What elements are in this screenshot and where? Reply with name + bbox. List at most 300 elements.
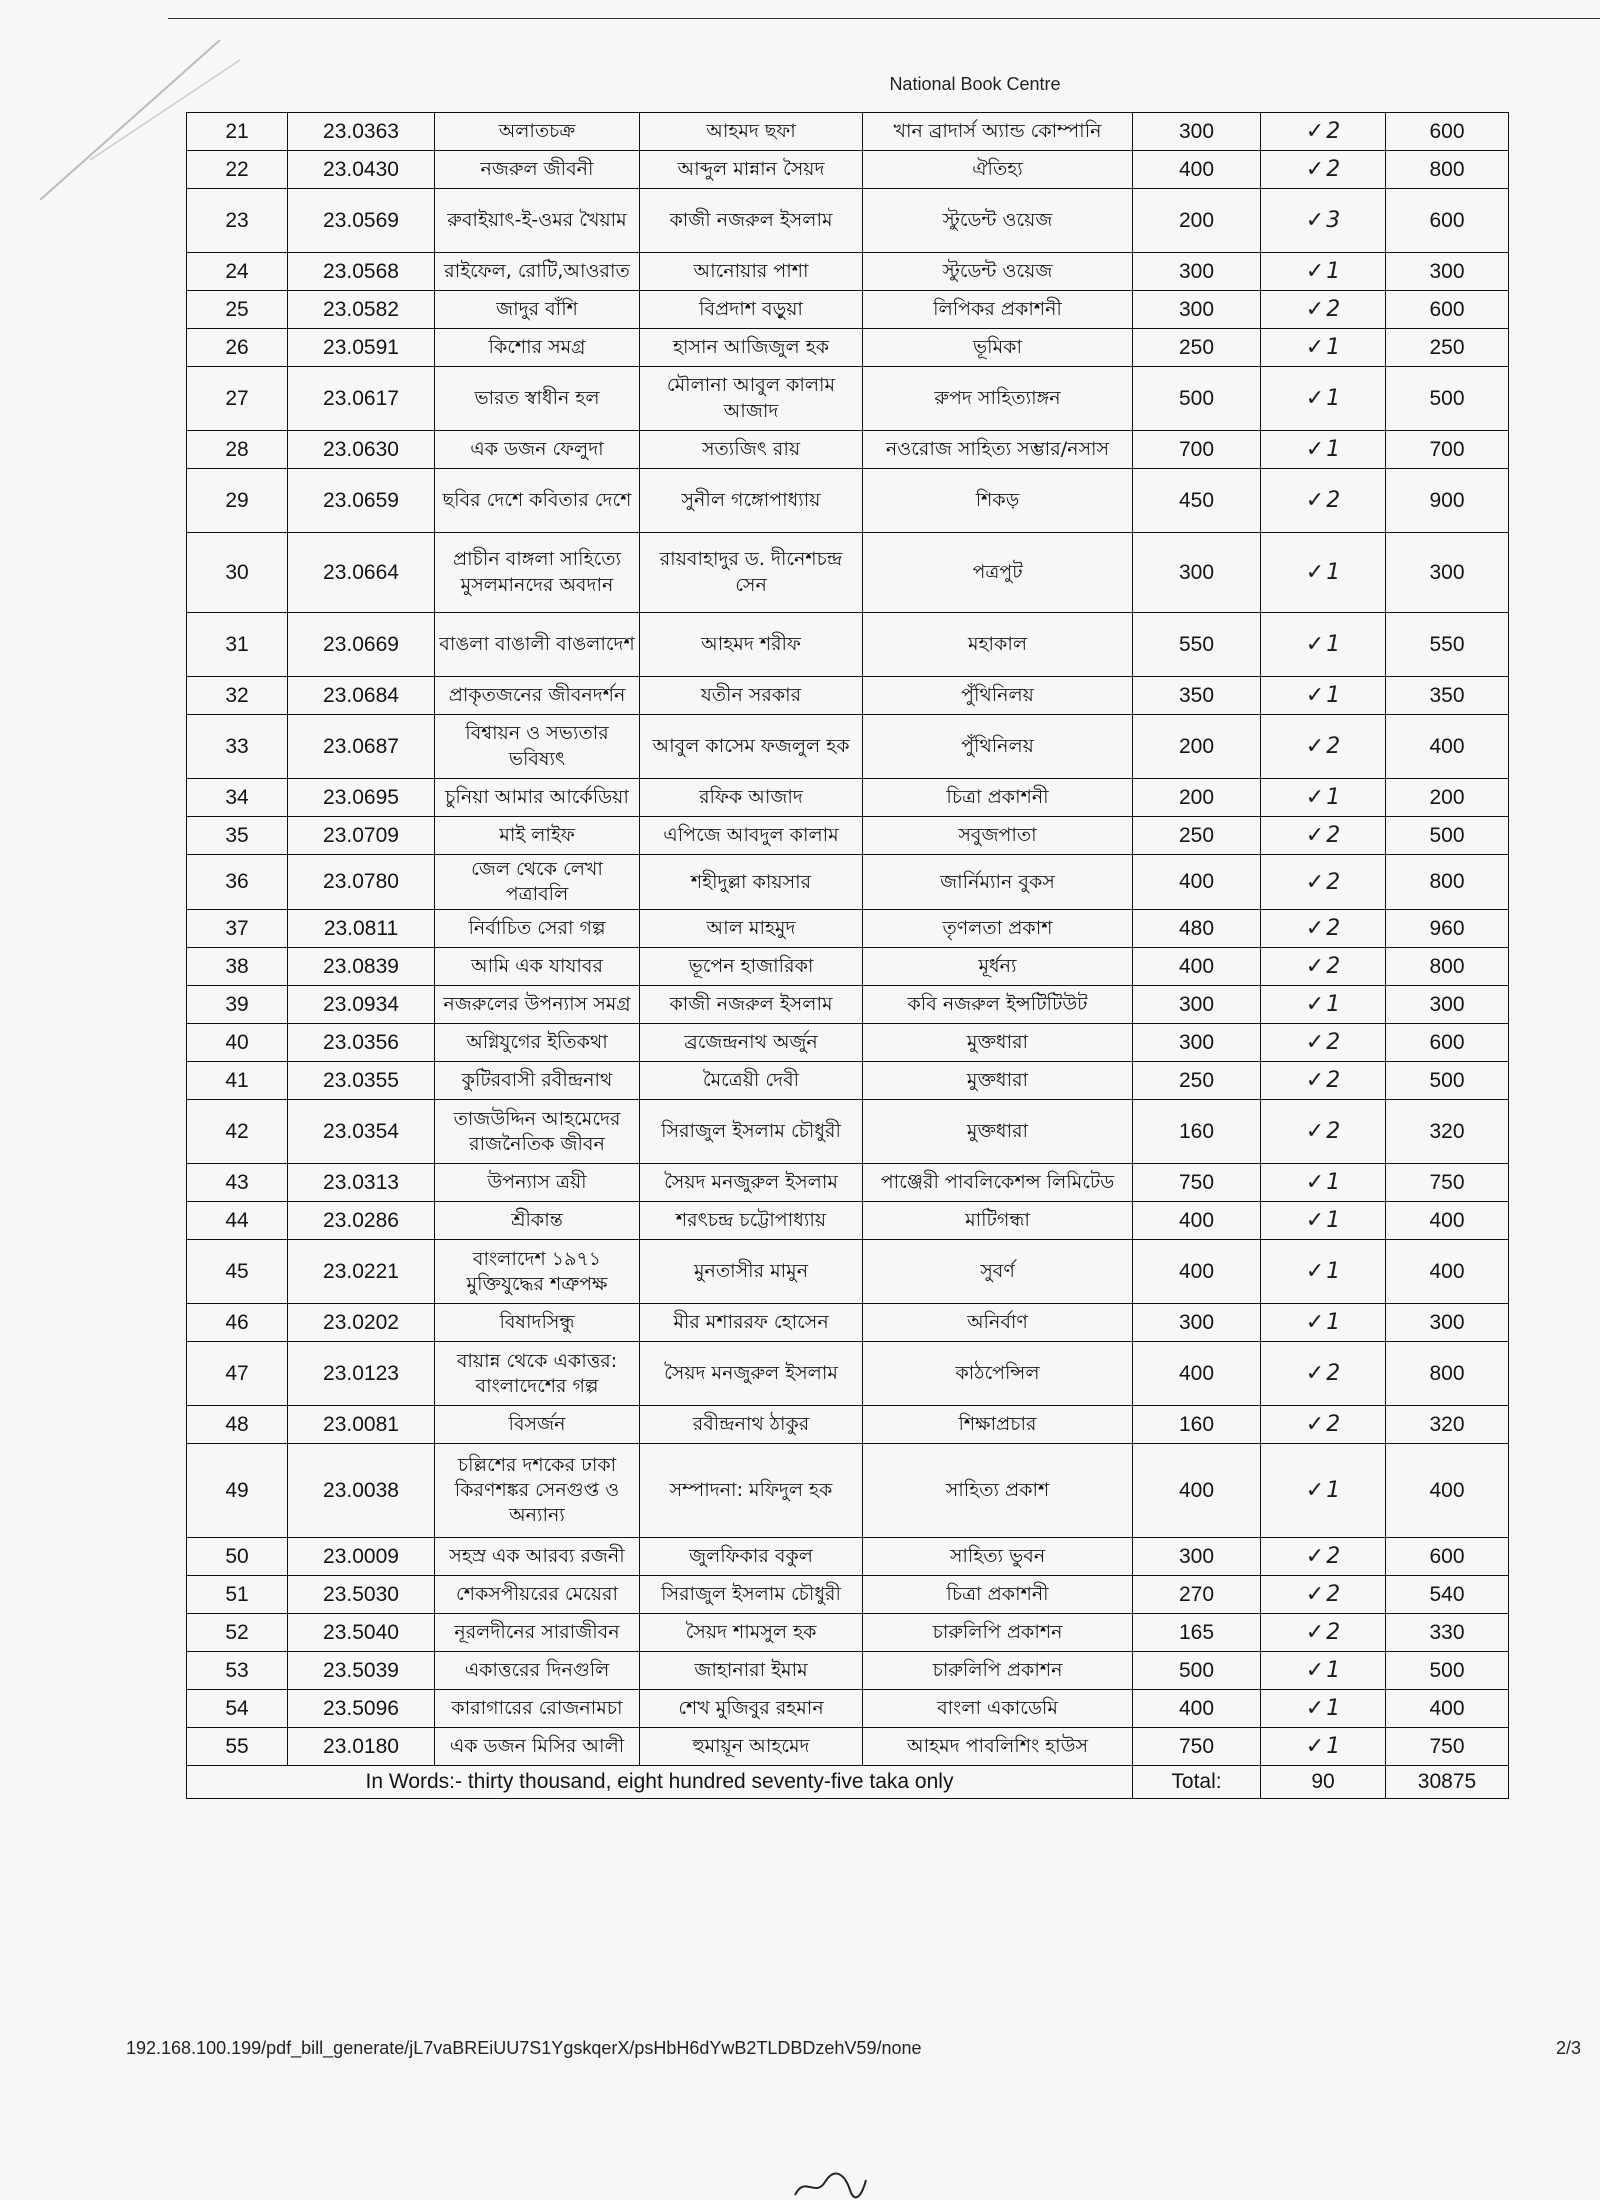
book-code: 23.0569	[288, 189, 435, 253]
table-row	[187, 533, 1509, 613]
unit-price: 160	[1133, 1100, 1261, 1164]
handwritten-quantity: ✓ 1	[1306, 1476, 1340, 1505]
unit-price: 300	[1133, 291, 1261, 329]
handwritten-quantity: ✓ 2	[1306, 295, 1340, 324]
book-author: মুনতাসীর মামুন	[640, 1240, 863, 1304]
table-row	[187, 151, 1509, 189]
table-row	[187, 677, 1509, 715]
unit-price: 750	[1133, 1164, 1261, 1202]
quantity	[1261, 855, 1386, 910]
quantity	[1261, 1240, 1386, 1304]
quantity	[1261, 1538, 1386, 1576]
book-code: 23.0355	[288, 1062, 435, 1100]
serial-number: 36	[187, 855, 288, 910]
handwritten-quantity: ✓ 2	[1306, 1542, 1340, 1571]
book-title: বায়ান্ন থেকে একাত্তর: বাংলাদেশের গল্প	[435, 1342, 640, 1406]
line-amount: 320	[1386, 1100, 1509, 1164]
serial-number: 50	[187, 1538, 288, 1576]
quantity	[1261, 910, 1386, 948]
serial-number: 35	[187, 817, 288, 855]
serial-number: 34	[187, 779, 288, 817]
table-row	[187, 189, 1509, 253]
book-author: সুনীল গঙ্গোপাধ্যায়	[640, 469, 863, 533]
serial-number: 54	[187, 1690, 288, 1728]
serial-number: 53	[187, 1652, 288, 1690]
unit-price: 300	[1133, 113, 1261, 151]
handwritten-quantity: ✓ 1	[1306, 384, 1340, 413]
book-publisher: খান ব্রাদার্স অ্যান্ড কোম্পানি	[863, 113, 1133, 151]
book-title: প্রাকৃতজনের জীবনদর্শন	[435, 677, 640, 715]
book-author: আবুল কাসেম ফজলুল হক	[640, 715, 863, 779]
quantity	[1261, 431, 1386, 469]
book-publisher: বাংলা একাডেমি	[863, 1690, 1133, 1728]
book-author: রফিক আজাদ	[640, 779, 863, 817]
book-publisher: সবুজপাতা	[863, 817, 1133, 855]
book-title: রাইফেল, রোটি,আওরাত	[435, 253, 640, 291]
book-code: 23.0354	[288, 1100, 435, 1164]
handwritten-quantity: ✓ 2	[1306, 1359, 1340, 1388]
quantity	[1261, 1652, 1386, 1690]
book-code: 23.0669	[288, 613, 435, 677]
quantity	[1261, 113, 1386, 151]
line-amount: 400	[1386, 1202, 1509, 1240]
book-author: সম্পাদনা: মফিদুল হক	[640, 1444, 863, 1538]
book-title: বিশ্বায়ন ও সভ্যতার ভবিষ্যৎ	[435, 715, 640, 779]
line-amount: 300	[1386, 253, 1509, 291]
book-title: চুনিয়া আমার আর্কেডিয়া	[435, 779, 640, 817]
line-amount: 330	[1386, 1614, 1509, 1652]
book-author: জাহানারা ইমাম	[640, 1652, 863, 1690]
handwritten-quantity: ✓ 1	[1306, 630, 1340, 659]
book-author: এপিজে আবদুল কালাম	[640, 817, 863, 855]
unit-price: 400	[1133, 1690, 1261, 1728]
book-publisher: চারুলিপি প্রকাশন	[863, 1614, 1133, 1652]
unit-price: 500	[1133, 1652, 1261, 1690]
handwritten-quantity: ✓ 2	[1306, 155, 1340, 184]
unit-price: 165	[1133, 1614, 1261, 1652]
quantity	[1261, 779, 1386, 817]
quantity	[1261, 1062, 1386, 1100]
book-code: 23.0630	[288, 431, 435, 469]
handwritten-quantity: ✓ 1	[1306, 435, 1340, 464]
unit-price: 250	[1133, 329, 1261, 367]
unit-price: 300	[1133, 1538, 1261, 1576]
unit-price: 450	[1133, 469, 1261, 533]
signature-scribble	[790, 2170, 870, 2200]
book-code: 23.0356	[288, 1024, 435, 1062]
line-amount: 600	[1386, 291, 1509, 329]
book-publisher: স্টুডেন্ট ওয়েজ	[863, 189, 1133, 253]
book-publisher: চিত্রা প্রকাশনী	[863, 779, 1133, 817]
quantity	[1261, 986, 1386, 1024]
serial-number: 46	[187, 1304, 288, 1342]
unit-price: 300	[1133, 533, 1261, 613]
book-author: কাজী নজরুল ইসলাম	[640, 189, 863, 253]
bill-body	[187, 113, 1509, 1766]
table-row	[187, 1614, 1509, 1652]
book-code: 23.0430	[288, 151, 435, 189]
quantity	[1261, 1444, 1386, 1538]
handwritten-quantity: ✓ 2	[1306, 1066, 1340, 1095]
book-title: কিশোর সমগ্র	[435, 329, 640, 367]
book-code: 23.5030	[288, 1576, 435, 1614]
bill-table	[186, 112, 1509, 1799]
handwritten-quantity: ✓ 1	[1306, 1168, 1340, 1197]
book-publisher: ঐতিহ্য	[863, 151, 1133, 189]
book-publisher: শিকড়	[863, 469, 1133, 533]
table-row	[187, 715, 1509, 779]
serial-number: 25	[187, 291, 288, 329]
book-author: সৈয়দ মনজুরুল ইসলাম	[640, 1164, 863, 1202]
quantity	[1261, 1202, 1386, 1240]
line-amount: 500	[1386, 367, 1509, 431]
table-row	[187, 1728, 1509, 1766]
table-row	[187, 1652, 1509, 1690]
line-amount: 800	[1386, 151, 1509, 189]
book-code: 23.0568	[288, 253, 435, 291]
unit-price: 300	[1133, 986, 1261, 1024]
book-author: ব্রজেন্দ্রনাথ অর্জুন	[640, 1024, 863, 1062]
book-title: এক ডজন মিসির আলী	[435, 1728, 640, 1766]
book-publisher: সাহিত্য ভুবন	[863, 1538, 1133, 1576]
book-author: যতীন সরকার	[640, 677, 863, 715]
shop-name: National Book Centre	[889, 74, 1061, 94]
book-code: 23.0202	[288, 1304, 435, 1342]
book-code: 23.5096	[288, 1690, 435, 1728]
book-author: সত্যজিৎ রায়	[640, 431, 863, 469]
book-title: নজরুলের উপন্যাস সমগ্র	[435, 986, 640, 1024]
total-row	[187, 1766, 1509, 1799]
handwritten-quantity: ✓ 1	[1306, 1656, 1340, 1685]
book-author: ভূপেন হাজারিকা	[640, 948, 863, 986]
table-row	[187, 1342, 1509, 1406]
line-amount: 400	[1386, 1690, 1509, 1728]
serial-number: 26	[187, 329, 288, 367]
serial-number: 24	[187, 253, 288, 291]
table-row	[187, 986, 1509, 1024]
book-title: চল্লিশের দশকের ঢাকা কিরণশঙ্কর সেনগুপ্ত ও অন্যান্য	[435, 1444, 640, 1538]
handwritten-quantity: ✓ 1	[1306, 1732, 1340, 1761]
table-row	[187, 1240, 1509, 1304]
book-author: হুমায়ূন আহমেদ	[640, 1728, 863, 1766]
book-publisher: পাঞ্জেরী পাবলিকেশন্স লিমিটেড	[863, 1164, 1133, 1202]
quantity	[1261, 613, 1386, 677]
unit-price: 400	[1133, 1240, 1261, 1304]
book-code: 23.0695	[288, 779, 435, 817]
book-publisher: আহমদ পাবলিশিং হাউস	[863, 1728, 1133, 1766]
quantity	[1261, 291, 1386, 329]
handwritten-quantity: ✓ 1	[1306, 783, 1340, 812]
handwritten-quantity: ✓ 1	[1306, 681, 1340, 710]
quantity	[1261, 1728, 1386, 1766]
book-publisher: মুক্তধারা	[863, 1100, 1133, 1164]
handwritten-quantity: ✓ 2	[1306, 1028, 1340, 1057]
handwritten-quantity: ✓ 2	[1306, 486, 1340, 515]
quantity	[1261, 1100, 1386, 1164]
unit-price: 400	[1133, 948, 1261, 986]
book-title: শ্রীকান্ত	[435, 1202, 640, 1240]
book-code: 23.0313	[288, 1164, 435, 1202]
table-row	[187, 1444, 1509, 1538]
line-amount: 960	[1386, 910, 1509, 948]
quantity	[1261, 1690, 1386, 1728]
book-publisher: স্টুডেন্ট ওয়েজ	[863, 253, 1133, 291]
serial-number: 31	[187, 613, 288, 677]
serial-number: 33	[187, 715, 288, 779]
book-code: 23.0286	[288, 1202, 435, 1240]
book-title: রুবাইয়াৎ-ই-ওমর খৈয়াম	[435, 189, 640, 253]
book-title: বাঙলা বাঙালী বাঙলাদেশ	[435, 613, 640, 677]
book-author: আহমদ ছফা	[640, 113, 863, 151]
serial-number: 44	[187, 1202, 288, 1240]
book-publisher: মুক্তধারা	[863, 1062, 1133, 1100]
book-author: মৌলানা আবুল কালাম আজাদ	[640, 367, 863, 431]
book-author: শেখ মুজিবুর রহমান	[640, 1690, 863, 1728]
book-code: 23.0659	[288, 469, 435, 533]
book-title: এক ডজন ফেলুদা	[435, 431, 640, 469]
book-publisher: তৃণলতা প্রকাশ	[863, 910, 1133, 948]
unit-price: 250	[1133, 1062, 1261, 1100]
book-title: বাংলাদেশ ১৯৭১ মুক্তিযুদ্ধের শত্রুপক্ষ	[435, 1240, 640, 1304]
book-code: 23.0081	[288, 1406, 435, 1444]
line-amount: 750	[1386, 1728, 1509, 1766]
book-author: সিরাজুল ইসলাম চৌধুরী	[640, 1576, 863, 1614]
line-amount: 750	[1386, 1164, 1509, 1202]
book-publisher: পুঁথিনিলয়	[863, 677, 1133, 715]
unit-price: 200	[1133, 779, 1261, 817]
handwritten-quantity: ✓ 3	[1306, 206, 1340, 235]
unit-price: 300	[1133, 1024, 1261, 1062]
serial-number: 38	[187, 948, 288, 986]
handwritten-quantity: ✓ 2	[1306, 1117, 1340, 1146]
line-amount: 400	[1386, 1444, 1509, 1538]
book-publisher: জার্নিম্যান বুকস	[863, 855, 1133, 910]
top-rule	[168, 18, 1600, 19]
table-row	[187, 469, 1509, 533]
unit-price: 400	[1133, 1342, 1261, 1406]
book-publisher: কবি নজরুল ইন্সটিটিউট	[863, 986, 1133, 1024]
quantity	[1261, 1342, 1386, 1406]
handwritten-quantity: ✓ 2	[1306, 952, 1340, 981]
unit-price: 480	[1133, 910, 1261, 948]
handwritten-quantity: ✓ 1	[1306, 558, 1340, 587]
book-title: অগ্নিযুগের ইতিকথা	[435, 1024, 640, 1062]
book-title: জাদুর বাঁশি	[435, 291, 640, 329]
page-header	[0, 74, 1600, 95]
table-row	[187, 1690, 1509, 1728]
book-author: আল মাহমুদ	[640, 910, 863, 948]
book-author: রবীন্দ্রনাথ ঠাকুর	[640, 1406, 863, 1444]
quantity	[1261, 677, 1386, 715]
table-row	[187, 948, 1509, 986]
handwritten-quantity: ✓ 2	[1306, 732, 1340, 761]
book-code: 23.0664	[288, 533, 435, 613]
book-publisher: মাটিগন্ধা	[863, 1202, 1133, 1240]
book-publisher: অনির্বাণ	[863, 1304, 1133, 1342]
book-code: 23.0684	[288, 677, 435, 715]
book-code: 23.0780	[288, 855, 435, 910]
book-code: 23.0009	[288, 1538, 435, 1576]
table-row	[187, 1024, 1509, 1062]
book-publisher: ভূমিকা	[863, 329, 1133, 367]
book-title: নজরুল জীবনী	[435, 151, 640, 189]
book-publisher: চারুলিপি প্রকাশন	[863, 1652, 1133, 1690]
unit-price: 400	[1133, 855, 1261, 910]
book-author: আহমদ শরীফ	[640, 613, 863, 677]
book-title: কারাগারের রোজনামচা	[435, 1690, 640, 1728]
quantity	[1261, 715, 1386, 779]
unit-price: 270	[1133, 1576, 1261, 1614]
book-author: কাজী নজরুল ইসলাম	[640, 986, 863, 1024]
book-publisher: পুঁথিনিলয়	[863, 715, 1133, 779]
line-amount: 800	[1386, 948, 1509, 986]
line-amount: 200	[1386, 779, 1509, 817]
book-publisher: নওরোজ সাহিত্য সম্ভার/নসাস	[863, 431, 1133, 469]
table-row	[187, 910, 1509, 948]
book-publisher: কাঠপেন্সিল	[863, 1342, 1133, 1406]
line-amount: 300	[1386, 533, 1509, 613]
book-title: বিসর্জন	[435, 1406, 640, 1444]
book-author: বিপ্রদাশ বড়ুয়া	[640, 291, 863, 329]
book-title: কুটিরবাসী রবীন্দ্রনাথ	[435, 1062, 640, 1100]
serial-number: 49	[187, 1444, 288, 1538]
serial-number: 55	[187, 1728, 288, 1766]
book-title: বিষাদসিন্ধু	[435, 1304, 640, 1342]
line-amount: 320	[1386, 1406, 1509, 1444]
book-publisher: রুপদ সাহিত্যাঙ্গন	[863, 367, 1133, 431]
quantity	[1261, 253, 1386, 291]
handwritten-quantity: ✓ 2	[1306, 821, 1340, 850]
book-code: 23.0221	[288, 1240, 435, 1304]
line-amount: 600	[1386, 113, 1509, 151]
book-publisher: সুবর্ণ	[863, 1240, 1133, 1304]
book-title: মাই লাইফ	[435, 817, 640, 855]
book-code: 23.0617	[288, 367, 435, 431]
unit-price: 400	[1133, 151, 1261, 189]
quantity	[1261, 948, 1386, 986]
book-title: ছবির দেশে কবিতার দেশে	[435, 469, 640, 533]
book-title: অলাতচক্র	[435, 113, 640, 151]
book-author: আনোয়ার পাশা	[640, 253, 863, 291]
unit-price: 250	[1133, 817, 1261, 855]
unit-price: 500	[1133, 367, 1261, 431]
table-row	[187, 1304, 1509, 1342]
book-publisher: শিক্ষাপ্রচার	[863, 1406, 1133, 1444]
handwritten-quantity: ✓ 2	[1306, 1580, 1340, 1609]
serial-number: 47	[187, 1342, 288, 1406]
book-author: শহীদুল্লা কায়সার	[640, 855, 863, 910]
page-number: 2/3	[1556, 2038, 1582, 2058]
serial-number: 22	[187, 151, 288, 189]
line-amount: 800	[1386, 1342, 1509, 1406]
line-amount: 400	[1386, 1240, 1509, 1304]
handwritten-quantity: ✓ 2	[1306, 1618, 1340, 1647]
handwritten-quantity: ✓ 2	[1306, 868, 1340, 897]
book-code: 23.0180	[288, 1728, 435, 1766]
book-code: 23.5040	[288, 1614, 435, 1652]
handwritten-quantity: ✓ 2	[1306, 1410, 1340, 1439]
serial-number: 42	[187, 1100, 288, 1164]
table-row	[187, 1576, 1509, 1614]
table-row	[187, 1062, 1509, 1100]
book-publisher: মুক্তধারা	[863, 1024, 1133, 1062]
line-amount: 300	[1386, 986, 1509, 1024]
serial-number: 40	[187, 1024, 288, 1062]
book-author: আব্দুল মান্নান সৈয়দ	[640, 151, 863, 189]
book-title: জেল থেকে লেখা পত্রাবলি	[435, 855, 640, 910]
serial-number: 27	[187, 367, 288, 431]
book-author: মৈত্রেয়ী দেবী	[640, 1062, 863, 1100]
serial-number: 32	[187, 677, 288, 715]
serial-number: 39	[187, 986, 288, 1024]
unit-price: 700	[1133, 431, 1261, 469]
unit-price: 300	[1133, 253, 1261, 291]
serial-number: 51	[187, 1576, 288, 1614]
handwritten-quantity: ✓ 2	[1306, 117, 1340, 146]
serial-number: 41	[187, 1062, 288, 1100]
book-publisher: সাহিত্য প্রকাশ	[863, 1444, 1133, 1538]
line-amount: 600	[1386, 1024, 1509, 1062]
serial-number: 52	[187, 1614, 288, 1652]
handwritten-quantity: ✓ 1	[1306, 1308, 1340, 1337]
table-row	[187, 855, 1509, 910]
line-amount: 700	[1386, 431, 1509, 469]
book-title: প্রাচীন বাঙ্গলা সাহিত্যে মুসলমানদের অবদান	[435, 533, 640, 613]
table-row	[187, 431, 1509, 469]
serial-number: 30	[187, 533, 288, 613]
line-amount: 500	[1386, 817, 1509, 855]
serial-number: 29	[187, 469, 288, 533]
handwritten-quantity: ✓ 1	[1306, 990, 1340, 1019]
book-publisher: মূর্ধন্য	[863, 948, 1133, 986]
line-amount: 540	[1386, 1576, 1509, 1614]
book-publisher: মহাকাল	[863, 613, 1133, 677]
serial-number: 21	[187, 113, 288, 151]
line-amount: 500	[1386, 1062, 1509, 1100]
unit-price: 550	[1133, 613, 1261, 677]
handwritten-quantity: ✓ 1	[1306, 333, 1340, 362]
book-publisher: পত্রপুট	[863, 533, 1133, 613]
book-title: আমি এক যাযাবর	[435, 948, 640, 986]
line-amount: 550	[1386, 613, 1509, 677]
table-row	[187, 779, 1509, 817]
book-author: হাসান আজিজুল হক	[640, 329, 863, 367]
total-quantity: 90	[1261, 1766, 1386, 1799]
quantity	[1261, 189, 1386, 253]
book-title: তাজউদ্দিন আহমেদের রাজনৈতিক জীবন	[435, 1100, 640, 1164]
table-row	[187, 1202, 1509, 1240]
table-row	[187, 329, 1509, 367]
quantity	[1261, 151, 1386, 189]
table-row	[187, 291, 1509, 329]
total-amount: 30875	[1386, 1766, 1509, 1799]
table-row	[187, 1406, 1509, 1444]
table-row	[187, 1100, 1509, 1164]
book-author: সৈয়দ মনজুরুল ইসলাম	[640, 1342, 863, 1406]
quantity	[1261, 1304, 1386, 1342]
table-row	[187, 1538, 1509, 1576]
unit-price: 400	[1133, 1444, 1261, 1538]
handwritten-quantity: ✓ 2	[1306, 914, 1340, 943]
quantity	[1261, 367, 1386, 431]
table-row	[187, 1164, 1509, 1202]
book-code: 23.0038	[288, 1444, 435, 1538]
quantity	[1261, 1576, 1386, 1614]
book-code: 23.0934	[288, 986, 435, 1024]
book-author: শরৎচন্দ্র চট্টোপাধ্যায়	[640, 1202, 863, 1240]
amount-in-words: In Words:- thirty thousand, eight hundred seventy-five taka only	[187, 1766, 1133, 1799]
book-publisher: চিত্রা প্রকাশনী	[863, 1576, 1133, 1614]
